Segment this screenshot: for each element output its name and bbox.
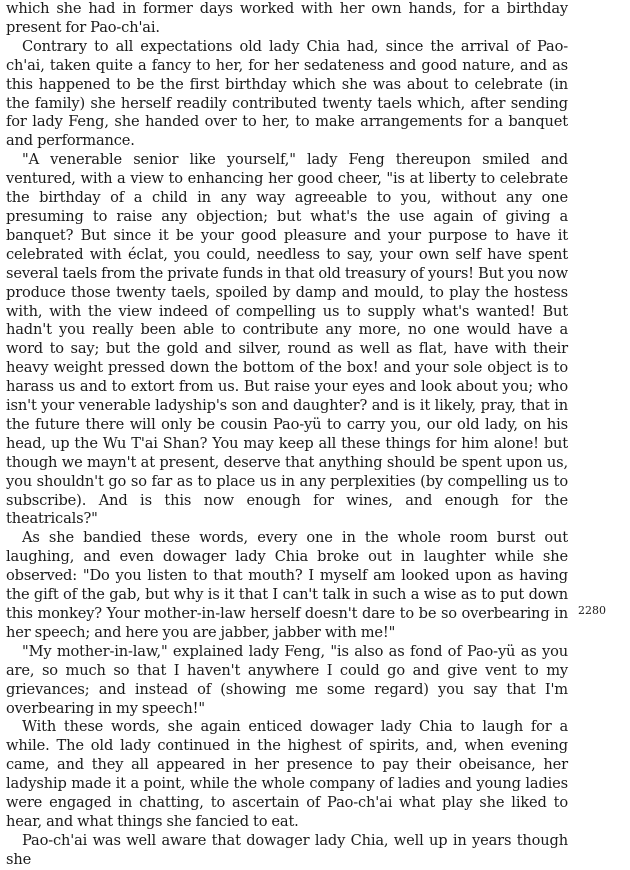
paragraph: Contrary to all expectations old lady Chia had, since the arrival of Pao-ch'ai, taken quite a fancy to her, for her sedateness and good nature, and as this happened to be the first birthday which she was about to celebrate (in the family) she herself readily contributed twenty taels which, after sending for lady Feng, she handed over to her, to make arrangements for a banquet and performance.: [6, 37, 568, 150]
paragraph: "My mother-in-law," explained lady Feng, "is also as fond of Pao-yü as you are, so much so that I haven't anywhere I could go and give vent to my grievances; and instead of (showing me some regard) you say that I'm overbearing in my speech!": [6, 642, 568, 717]
paragraph: As she bandied these words, every one in the whole room burst out laughing, and even dowager lady Chia broke out in laughter while she observed: "Do you listen to that mouth? I myself am looked upon as having the gift of the gab, but why is it that I can't talk in such a wise as to put down this monkey? Your mother-in-law herself doesn't dare to be so overbearing in her speech; and here you are jabber, jabber with me!": [6, 529, 568, 641]
paragraph: With these words, she again enticed dowager lady Chia to laugh for a while. The old lady continued in the highest of spirits, and, when evening came, and they all appeared in her presence to pay their obeisance, her ladyship made it a point, while the whole company of ladies and young ladies were engaged in chatting, to ascertain of Pao-ch'ai what play she liked to hear, and what things she fancied to eat.: [6, 718, 568, 830]
page-number: 2280: [578, 604, 606, 617]
paragraph: Pao-ch'ai was well aware that dowager lady Chia, well up in years though she: [6, 831, 568, 868]
paragraph: "A venerable senior like yourself," lady Feng thereupon smiled and ventured, with a view to enhancing her good cheer, "is at liberty to celebrate the birthday of a child in any way agreeable to you, without any one presuming to raise any objection; but what's the use again of giving a banquet? But since it be your good pleasure and your purpose to have it celebrated with éclat, you could, needless to say, your own self have spent several taels from the private funds in that old treasury of yours! But you now produce those twenty taels, spoiled by damp and mould, to play the hostess with, with the view indeed of compelling us to supply what's wanted! But hadn't you really been able to contribute any more, no one would have a word to say; but the gold and silver, round as well as flat, have with their heavy weight pressed down the bottom of the box! and your sole object is to harass us and to extort from us. But raise your eyes and look about you; who isn't your venerable ladyship's son and daughter? and is it likely, pray, that in the future there will only be cousin Pao-yü to carry you, our old lady, on his head, up the Wu T'ai Shan? You may keep all these things for him alone! but though we mayn't at present, deserve that anything should be spent upon us, you shouldn't go so far as to place us in any perplexities (by compelling us to subscribe). And is this now enough for wines, and enough for the theatricals?": [6, 151, 568, 528]
paragraph: which she had in former days worked with her own hands, for a birthday present for Pao-ch'ai.: [6, 0, 568, 36]
book-page-text: [6, 0, 568, 870]
